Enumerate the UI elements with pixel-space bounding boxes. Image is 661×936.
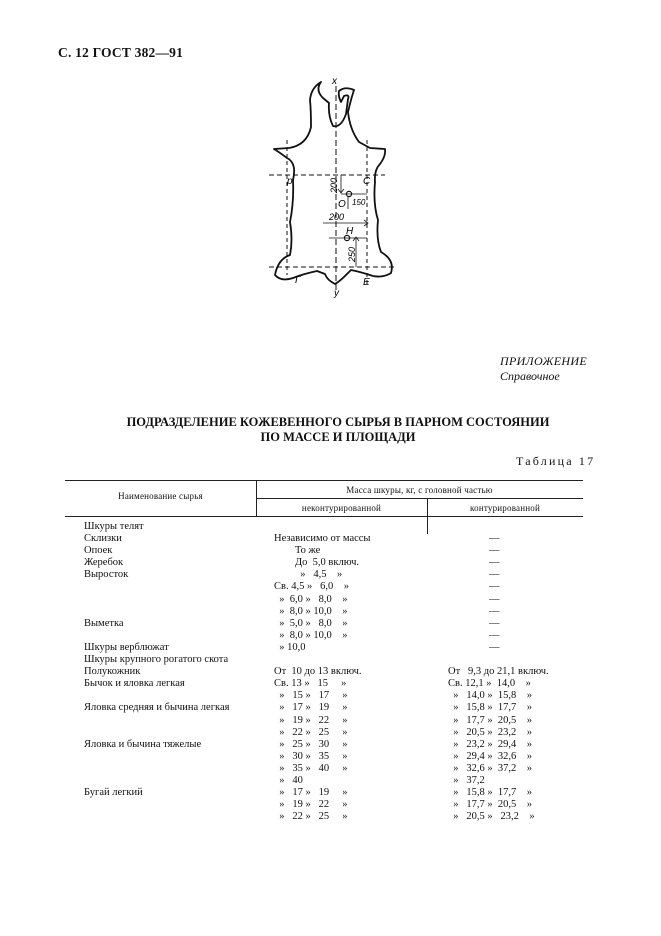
header-contoured: контурированной — [470, 503, 540, 513]
table-row — [65, 533, 583, 545]
cell-contoured: — — [489, 557, 500, 569]
cell-noncontoured: » 35 » 40 » — [274, 762, 348, 774]
cell-name: Шкуры телят — [84, 521, 144, 532]
cell-noncontoured: » 8,0 » 10,0 » — [274, 629, 348, 641]
label-x: х — [332, 76, 337, 87]
cell-name: Яловка средняя и бычина легкая — [84, 702, 230, 714]
cell-noncontoured: » 19 » 22 » — [274, 714, 348, 726]
table-row — [65, 521, 583, 533]
section-title — [58, 415, 618, 445]
cell-noncontoured: » 5,0 » 8,0 » — [274, 617, 348, 629]
header-noncontoured: неконтурированной — [301, 503, 382, 513]
table-row — [65, 751, 583, 763]
cell-noncontoured: » 15 » 17 » — [274, 690, 348, 702]
cell-contoured: » 17,7 » 20,5 » — [448, 714, 532, 726]
cell-contoured: » 20,5 » 23,2 » — [448, 811, 535, 823]
cell-name: Шкуры верблюжат — [84, 641, 169, 653]
appendix-subtitle: Справочное — [500, 369, 560, 383]
cell-name: Выросток — [84, 569, 129, 581]
dim-200-horizontal: 200 — [329, 212, 345, 222]
cell-contoured: — — [489, 605, 500, 617]
cell-noncontoured: » 17 » 19 » — [274, 787, 348, 799]
table-row — [65, 594, 583, 606]
cell-noncontoured: » 10,0 — [274, 641, 306, 653]
cell-contoured: От 9,3 до 21,1 включ. — [448, 666, 549, 678]
label-h: Н — [346, 226, 354, 237]
label-c: С — [363, 176, 371, 187]
cell-noncontoured: » 40 — [274, 774, 303, 786]
dim-200-vertical: 200 — [329, 177, 339, 193]
table-body — [65, 521, 583, 823]
cell-noncontoured: От 10 до 13 включ. — [274, 666, 362, 678]
dim-250: 250 — [347, 246, 357, 262]
cell-name: Опоек — [84, 545, 113, 557]
cell-contoured: — — [489, 569, 500, 581]
cell-noncontoured: » 17 » 19 » — [274, 702, 348, 714]
section-title-line1: ПОДРАЗДЕЛЕНИЕ КОЖЕВЕННОГО СЫРЬЯ В ПАРНОМ СОСТОЯНИИ — [126, 415, 550, 429]
table-header-rule — [65, 516, 583, 517]
cell-contoured: » 32,6 » 37,2 » — [448, 762, 532, 774]
dim-150: 150 — [352, 198, 366, 207]
cell-name: Шкуры крупного рогатого скота — [84, 654, 229, 666]
cell-noncontoured: Св. 4,5 » 6,0 » — [274, 581, 349, 593]
table-row — [65, 739, 583, 751]
table-row — [65, 799, 583, 811]
table-row — [65, 618, 583, 630]
table-row — [65, 787, 583, 799]
cell-contoured: » 37,2 — [448, 774, 485, 786]
cell-noncontoured: » 4,5 » — [274, 569, 343, 581]
appendix-title: ПРИЛОЖЕНИЕ — [500, 354, 587, 368]
cell-contoured: » 23,2 » 29,4 » — [448, 738, 532, 750]
cell-contoured: » 14,0 » 15,8 » — [448, 690, 532, 702]
label-o: О — [338, 199, 346, 210]
mass-table — [65, 480, 583, 823]
cell-contoured: » 20,5 » 23,2 » — [448, 726, 532, 738]
cell-noncontoured: То же — [274, 545, 321, 557]
table-row — [65, 727, 583, 739]
table-row — [65, 690, 583, 702]
cell-contoured: Св. 12,1 » 14,0 » — [448, 678, 531, 690]
table-top-rule — [65, 480, 583, 481]
table-row — [65, 557, 583, 569]
table-row — [65, 581, 583, 593]
table-number: Таблица 17 — [516, 454, 596, 468]
table-row — [65, 715, 583, 727]
cell-noncontoured: » 30 » 35 » — [274, 750, 348, 762]
cell-name: Выметка — [84, 617, 124, 629]
table-row — [65, 654, 583, 666]
cell-contoured: — — [489, 581, 500, 593]
table-row — [65, 763, 583, 775]
cell-contoured: » 15,8 » 17,7 » — [448, 702, 532, 714]
section-title-line2: ПО МАССЕ И ПЛОЩАДИ — [260, 430, 416, 444]
cell-noncontoured: » 19 » 22 » — [274, 799, 348, 811]
table-row — [65, 569, 583, 581]
cell-noncontoured: » 25 » 30 » — [274, 738, 348, 750]
hide-outline-figure — [255, 72, 405, 302]
table-row — [65, 642, 583, 654]
label-p: р — [287, 176, 293, 187]
cell-contoured: » 15,8 » 17,7 » — [448, 787, 532, 799]
cell-contoured: — — [489, 629, 500, 641]
table-row — [65, 775, 583, 787]
cell-contoured: — — [489, 641, 500, 653]
label-e: Е — [363, 277, 370, 288]
table-row — [65, 702, 583, 714]
cell-contoured: — — [489, 545, 500, 557]
table-row — [65, 606, 583, 618]
table-row — [65, 630, 583, 642]
cell-noncontoured: » 22 » 25 » — [274, 726, 348, 738]
cell-noncontoured: » 6,0 » 8,0 » — [274, 593, 348, 605]
cell-noncontoured: Независимо от массы — [274, 533, 371, 545]
cell-contoured: — — [489, 617, 500, 629]
cell-contoured: — — [489, 533, 500, 545]
cell-noncontoured: До 5,0 включ. — [274, 557, 360, 569]
cell-contoured: » 29,4 » 32,6 » — [448, 750, 532, 762]
cell-name: Жеребок — [84, 557, 124, 569]
header-mass: Масса шкуры, кг, с головной частью — [346, 485, 493, 495]
cell-contoured: » 17,7 » 20,5 » — [448, 799, 532, 811]
table-row — [65, 666, 583, 678]
header-name: Наименование сырья — [118, 491, 203, 501]
cell-name: Бычок и яловка легкая — [84, 678, 185, 690]
appendix-note — [500, 354, 587, 384]
table-row — [65, 811, 583, 823]
table-mid-rule — [256, 498, 583, 499]
table-row — [65, 678, 583, 690]
cell-noncontoured: » 22 » 25 » — [274, 811, 348, 823]
cell-noncontoured: Св. 13 » 15 » — [274, 678, 347, 690]
page-header: С. 12 ГОСТ 382—91 — [58, 45, 184, 60]
label-g: Г — [295, 275, 301, 286]
cell-contoured: — — [489, 593, 500, 605]
table-row — [65, 545, 583, 557]
cell-name: Бугай легкий — [84, 787, 143, 799]
hide-diagram — [255, 72, 405, 302]
cell-name: Полукожник — [84, 666, 141, 678]
label-y: у — [334, 288, 339, 299]
cell-noncontoured: » 8,0 » 10,0 » — [274, 605, 348, 617]
cell-name: Яловка и бычина тяжелые — [84, 738, 202, 750]
cell-name: Склизки — [84, 533, 122, 545]
